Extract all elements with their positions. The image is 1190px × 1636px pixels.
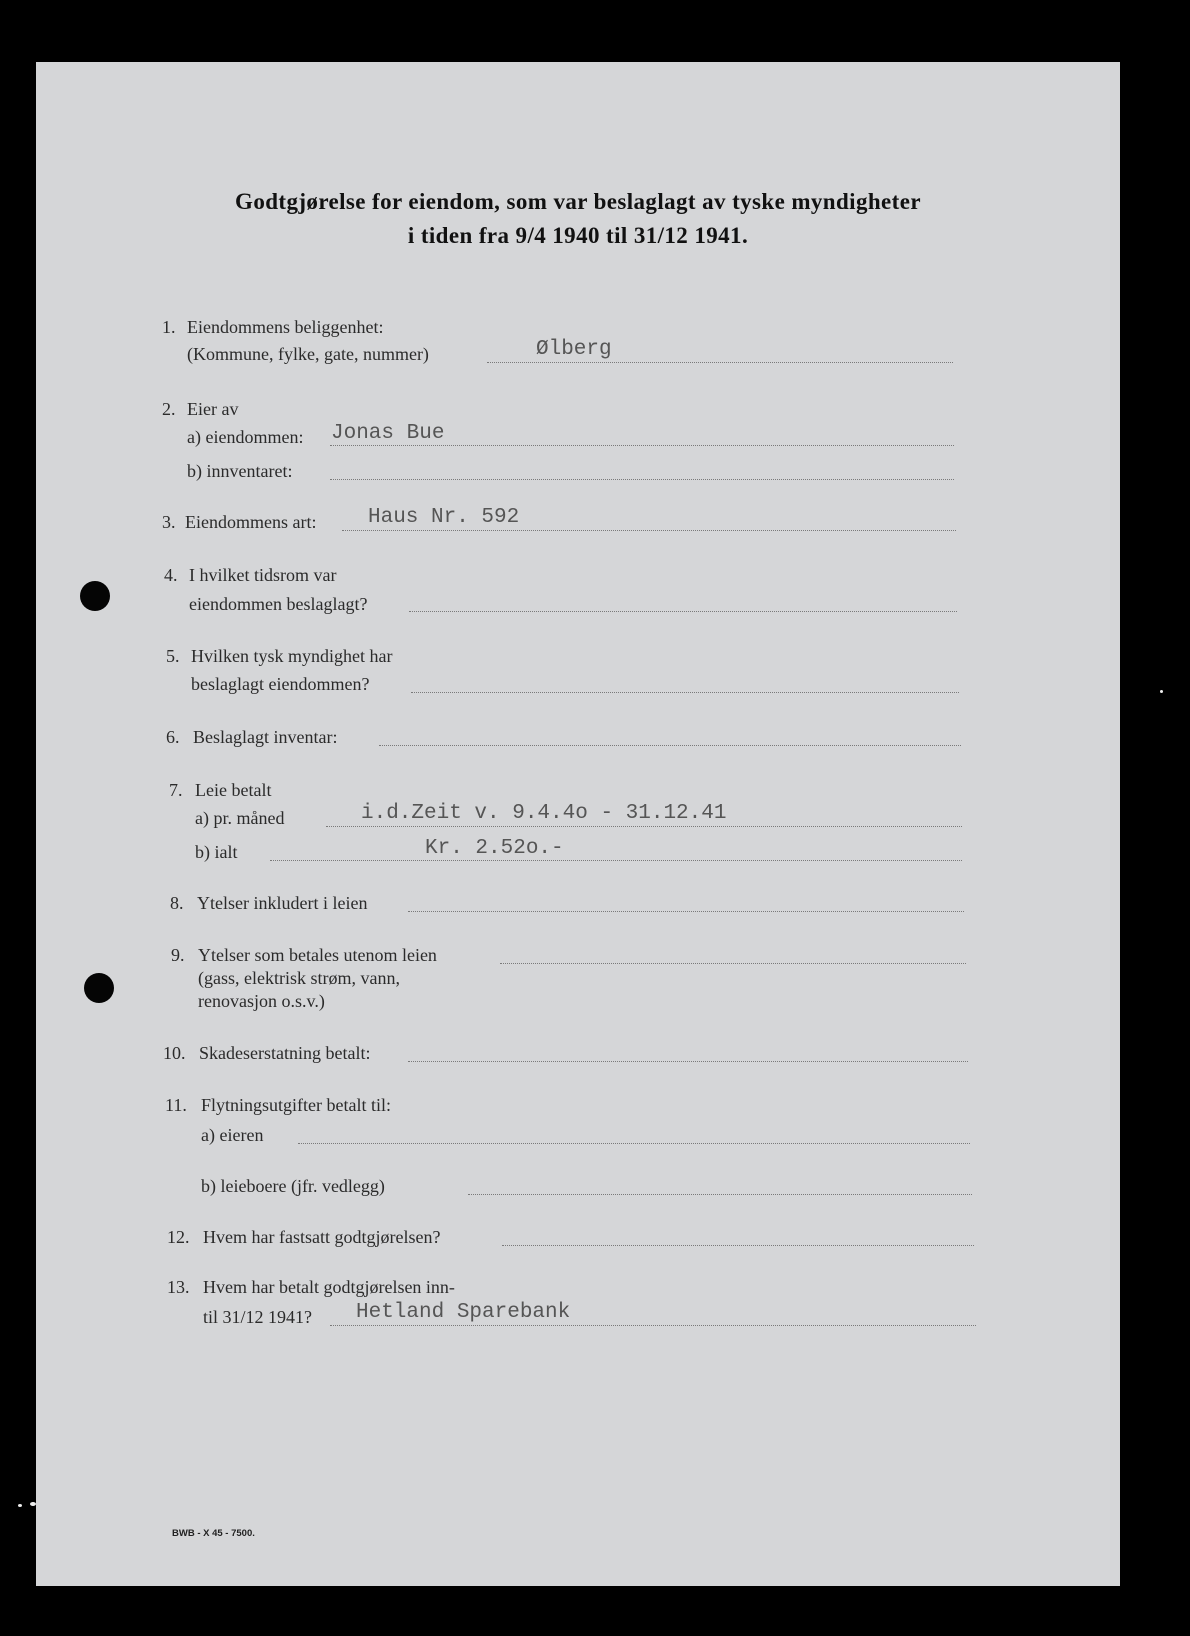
compensation-paid-by-label: Hvem har betalt godtgjørelsen inn- [203,1277,455,1297]
item-number: 7. [169,780,183,800]
property-owner-label: a) eiendommen: [187,427,304,447]
punch-hole [84,973,114,1003]
moving-expenses-label: Flytningsutgifter betalt til: [201,1095,391,1115]
moving-expenses-tenants-label: b) leieboere (jfr. vedlegg) [201,1176,385,1196]
item-number: 10. [163,1043,186,1063]
total-rent-value: Kr. 2.52o.- [425,837,564,860]
scan-speck [1160,690,1163,693]
property-type-label: Eiendommens art: [185,512,317,532]
seizure-period-label: I hvilket tidsrom var [189,565,337,585]
scan-speck [18,1504,22,1507]
form-page [36,62,1120,1586]
item-number: 8. [170,893,184,913]
form-title-line-2: i tiden fra 9/4 1940 til 31/12 1941. [407,223,749,248]
dotted-line [298,1143,970,1144]
form-title-line-1: Godtgjørelse for eiendom, som var beslaglagt av tyske myndigheter [235,189,921,214]
included-services-label: Ytelser inkludert i leien [197,893,368,913]
owner-label: Eier av [187,399,239,419]
location-sublabel: (Kommune, fylke, gate, nummer) [187,344,429,364]
moving-expenses-owner-label: a) eieren [201,1125,264,1145]
dotted-line [468,1194,972,1195]
seizure-period-sublabel: eiendommen beslaglagt? [189,594,368,614]
dotted-line [330,445,954,446]
dotted-line [411,692,959,693]
property-type-value: Haus Nr. 592 [368,506,520,529]
compensation-paid-by-sublabel: til 31/12 1941? [203,1307,312,1327]
item-number: 3. [162,512,176,532]
dotted-line [326,826,962,827]
item-number: 12. [167,1227,190,1247]
rent-paid-label: Leie betalt [195,780,272,800]
monthly-rent-value: i.d.Zeit v. 9.4.4o - 31.12.41 [361,802,727,825]
item-number: 6. [166,727,180,747]
dotted-line [487,362,953,363]
monthly-rent-label: a) pr. måned [195,808,285,828]
dotted-line [342,530,956,531]
dotted-line [409,611,957,612]
extra-services-sublabel: (gass, elektrisk strøm, vann, [198,968,400,988]
item-number: 4. [164,565,178,585]
german-authority-label: Hvilken tysk myndighet har [191,646,393,666]
compensation-set-by-label: Hvem har fastsatt godtgjørelsen? [203,1227,441,1247]
scan-speck [30,1502,36,1506]
dotted-line [500,963,966,964]
item-number: 2. [162,399,176,419]
form-print-code: BWB - X 45 - 7500. [172,1528,255,1539]
dotted-line [502,1245,974,1246]
item-number: 9. [171,945,185,965]
dotted-line [379,745,961,746]
property-owner-value: Jonas Bue [331,422,445,445]
item-number: 5. [166,646,180,666]
dotted-line [330,479,954,480]
item-number: 11. [165,1095,187,1115]
location-value: Ølberg [536,338,612,361]
damage-compensation-label: Skadeserstatning betalt: [199,1043,371,1063]
dotted-line [408,1061,968,1062]
extra-services-label: Ytelser som betales utenom leien [198,945,437,965]
dotted-line [408,911,964,912]
punch-hole [80,581,110,611]
dotted-line [270,860,962,861]
item-number: 13. [167,1277,190,1297]
german-authority-sublabel: beslaglagt eiendommen? [191,674,370,694]
inventory-owner-label: b) innventaret: [187,461,293,481]
location-label: Eiendommens beliggenhet: [187,317,384,337]
compensation-paid-by-value: Hetland Sparebank [356,1301,571,1324]
seized-inventory-label: Beslaglagt inventar: [193,727,338,747]
dotted-line [330,1325,976,1326]
total-rent-label: b) ialt [195,842,238,862]
extra-services-sublabel: renovasjon o.s.v.) [198,991,325,1011]
item-number: 1. [162,317,176,337]
